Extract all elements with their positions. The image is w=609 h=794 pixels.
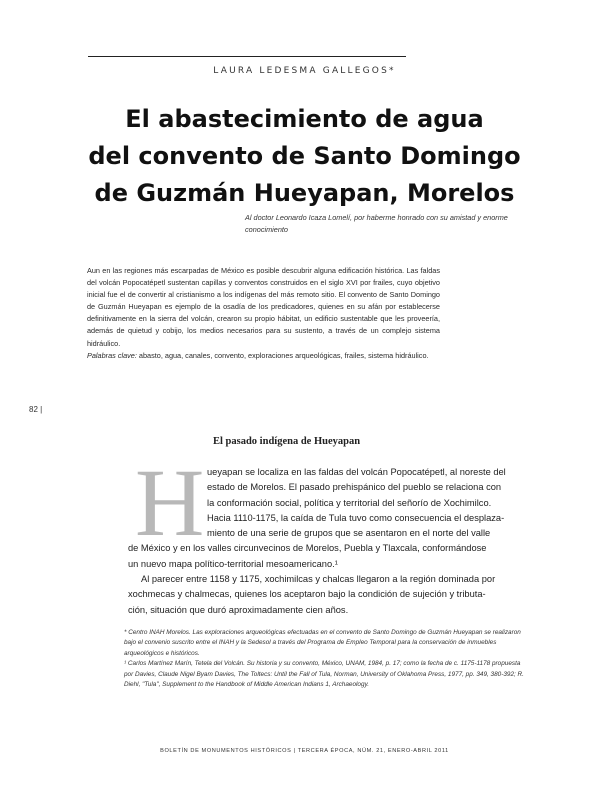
title-line-3: de Guzmán Hueyapan, Morelos <box>94 179 515 207</box>
header-rule <box>88 56 406 57</box>
title-line-2: del convento de Santo Domingo <box>88 142 521 170</box>
keywords: abasto, agua, canales, convento, exploraciones arqueológicas, frailes, sistema hidráulico. <box>136 350 429 360</box>
body-text <box>128 465 524 618</box>
body-line: un nuevo mapa político-territorial mesoamericano.¹ <box>128 558 338 569</box>
keywords-label: Palabras clave: <box>87 350 137 360</box>
article-title <box>0 101 609 212</box>
page-number: 82 | <box>29 405 43 414</box>
body-line: Hacia 1110-1175, la caída de Tula tuvo como consecuencia el desplaza- <box>207 512 505 523</box>
body-line: ción, situación que duró aproximadamente cien años. <box>128 604 349 615</box>
abstract-text: Aun en las regiones más escarpadas de México es posible descubrir alguna edificación histórica. Las faldas del volcán Popocatépetl sustentan capillas y conventos construidos en el siglo XVI por frailes, cuyo objetivo inicial fue el de convertir al cristianismo a los indígenas del más remoto sitio. El convento de Santo Domingo de Guzmán Hueyapan es ejemplo de la osadía de los predicadores, quienes en su afán por establecerse definitivamente en la sierra del volcán, crearon su propio hábitat, un edificio sustentable que les proveería, además de quietud y cobijo, los medios necesarios para su sustento, a través de un complejo sistema hidráulico. <box>87 266 440 348</box>
abstract <box>87 265 440 362</box>
footnote: * Centro INAH Morelos. Las exploraciones arqueológicas efectuadas en el convento de Santo Domingo de Guzmán Hueyapan se realizaron bajo el convenio suscrito entre el INAH y la Sedesol a través del Programa de Empleo Temporal para la conservación de inmuebles arqueológicos e históricos. <box>124 629 521 657</box>
body-line: miento de una serie de grupos que se asentaron en el norte del valle <box>207 528 491 539</box>
body-line: Al parecer entre 1158 y 1175, xochimilcas y chalcas llegaron a la región dominada por <box>141 574 496 585</box>
section-heading: El pasado indígena de Hueyapan <box>213 436 361 447</box>
author-name: LAURA LEDESMA GALLEGOS* <box>213 66 396 76</box>
drop-cap: H <box>135 449 205 556</box>
dedication: Al doctor Leonardo Icaza Lomelí, por haberme honrado con su amistad y enorme conocimiento <box>245 213 508 234</box>
body-line: la conformación social, política y territorial del señorío de Xochimilco. <box>207 497 492 508</box>
body-line: estado de Morelos. El pasado prehispánico del pueblo se relaciona con <box>207 482 502 493</box>
journal-footer: BOLETÍN DE MONUMENTOS HISTÓRICOS | TERCERA ÉPOCA, NÚM. 21, ENERO-ABRIL 2011 <box>160 748 449 754</box>
body-line: xochmecas y chalmecas, quienes los aceptaron bajo la condición de sujeción y tributa- <box>128 589 486 600</box>
footnotes <box>124 628 524 690</box>
body-line: de México y en los valles circunvecinos de Morelos, Puebla y Tlaxcala, conformándose <box>128 543 487 554</box>
footnote: ¹ Carlos Martínez Marín, Tetela del Volcán. Su historia y su convento, México, UNAM, 1984, p. 17; como la fecha de c. 1175-1178 propuesta por Davies, Claude Nigel Byam Davies, The Toltecs: Until the Fall of Tula, Norman, University of Oklahoma Press, 1977, pp. 349, 380-392; R. Diehl, "Tula", Supplement to the Handbook of Middle American Indians 1, Archaeology. <box>124 660 524 689</box>
body-line: ueyapan se localiza en las faldas del volcán Popocatépetl, al noreste del <box>207 467 506 477</box>
title-line-1: El abastecimiento de agua <box>125 105 484 133</box>
